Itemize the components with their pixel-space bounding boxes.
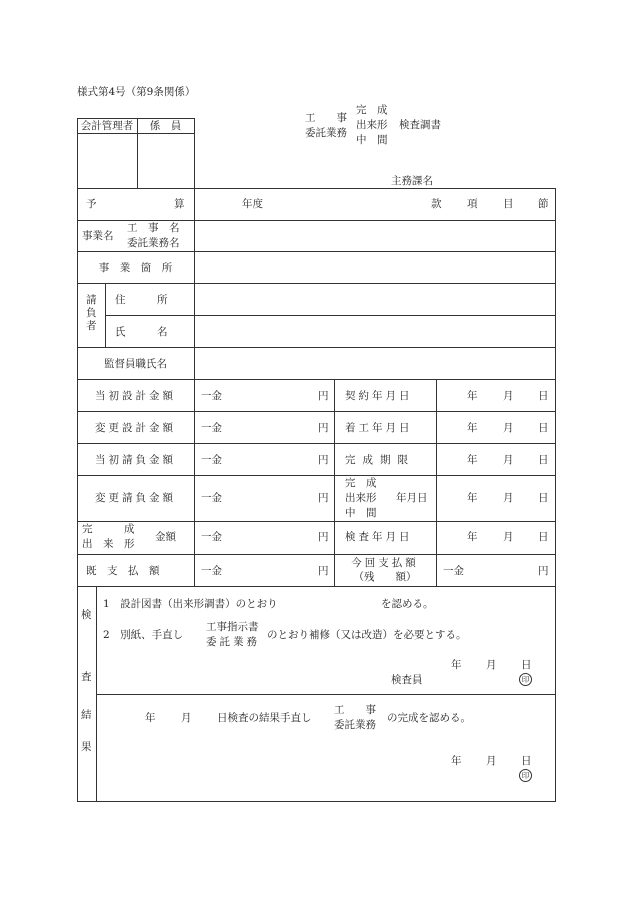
form-number: 様式第4号（第9条関係）	[77, 86, 196, 98]
project-consignment-name: 委託業務名	[127, 237, 180, 249]
initial-contract-amount-label: 当初請負金額	[95, 454, 176, 466]
changed-design-amount-unit: 円	[318, 422, 329, 434]
stage-date-month: 月	[503, 492, 514, 504]
contract-date-day: 日	[538, 390, 549, 402]
result-date-year: 年	[451, 659, 462, 671]
initial-contract-amount-prefix: 一金	[201, 454, 222, 466]
result-item-2-directive: 工事指示書	[206, 621, 259, 633]
completed-amount-label-c: 金額	[155, 531, 176, 543]
budget-year: 年度	[242, 198, 263, 210]
result-label-2: 査	[81, 671, 92, 683]
result-date-day: 日	[521, 659, 532, 671]
title-stage-complete: 完 成	[356, 104, 388, 116]
start-date-day: 日	[538, 422, 549, 434]
initial-design-amount-label: 当初設計金額	[95, 390, 176, 402]
budget-label-2: 算	[174, 198, 185, 210]
lower-date-year: 年	[451, 755, 462, 767]
result-item-2-consignment: 委託業務	[206, 636, 260, 648]
project-construction-name: 工 事 名	[127, 222, 180, 234]
initial-contract-amount-unit: 円	[318, 454, 329, 466]
budget-head-setsu: 節	[538, 198, 549, 210]
stage-date-year: 年	[467, 492, 478, 504]
approval-staff-label: 係 員	[149, 120, 182, 132]
paid-amount-unit: 円	[318, 565, 329, 577]
result-item-2-text: のとおり補修（又は改造）を必要とする。	[267, 629, 467, 641]
seal-mark-2: 印	[519, 769, 532, 782]
budget-head-moku: 目	[503, 198, 514, 210]
completed-amount-label-b: 出 来 形	[82, 538, 135, 550]
stage-interim-label: 中 間	[345, 507, 377, 519]
start-date-label: 着工年月日	[345, 422, 413, 434]
current-payment-unit: 円	[538, 565, 549, 577]
result-item-1: 1 設計図書（出来形調書）のとおり	[103, 598, 278, 610]
changed-design-amount-prefix: 一金	[201, 422, 222, 434]
inspection-date-year: 年	[467, 531, 478, 543]
stage-date-suffix: 年月日	[396, 492, 428, 504]
seal-mark: 印	[519, 673, 532, 686]
completed-amount-unit: 円	[318, 531, 329, 543]
completed-amount-prefix: 一金	[201, 531, 222, 543]
deadline-label: 完成期限	[345, 454, 415, 466]
stage-partial-label: 出来形	[345, 492, 377, 504]
result-label-1: 検	[81, 609, 92, 621]
start-date-month: 月	[503, 422, 514, 434]
contractor-address-label: 住 所	[115, 294, 168, 306]
budget-label-1: 予	[86, 198, 97, 210]
lower-end: の完成を認める。	[387, 712, 471, 724]
paid-amount-prefix: 一金	[201, 565, 222, 577]
result-label-3: 結	[81, 709, 92, 721]
paid-amount-label: 既 支 払 額	[86, 565, 160, 577]
title-suffix: 検査調書	[399, 119, 441, 131]
lower-month: 月	[181, 712, 192, 724]
lower-text: 日検査の結果手直し	[217, 712, 312, 724]
inspection-date-month: 月	[503, 531, 514, 543]
remaining-label: （残 額）	[353, 571, 417, 583]
lower-consignment: 委託業務	[334, 719, 376, 731]
dept-label: 主務課名	[391, 175, 433, 187]
lower-date-day: 日	[521, 755, 532, 767]
stage-date-day: 日	[538, 492, 549, 504]
initial-design-amount-prefix: 一金	[201, 390, 222, 402]
inspection-date-day: 日	[538, 531, 549, 543]
contractor-group-label: 請負者	[86, 294, 97, 332]
title-stage-partial: 出来形	[356, 119, 388, 131]
budget-head-kou: 項	[467, 198, 478, 210]
current-payment-prefix: 一金	[443, 565, 464, 577]
current-payment-label: 今回支払額	[351, 557, 419, 569]
budget-head-kan: 款	[431, 198, 442, 210]
site-label: 事 業 箇 所	[98, 262, 173, 274]
contractor-name-label: 氏 名	[115, 326, 168, 338]
changed-contract-amount-unit: 円	[318, 492, 329, 504]
contract-date-month: 月	[503, 390, 514, 402]
result-item-1-end: を認める。	[381, 598, 434, 610]
supervisor-label: 監督員職氏名	[104, 358, 167, 370]
changed-contract-amount-prefix: 一金	[201, 492, 222, 504]
title-kind-construction: 工 事	[305, 112, 347, 124]
start-date-year: 年	[467, 422, 478, 434]
contract-date-label: 契約年月日	[345, 390, 413, 402]
project-prefix: 事業名	[82, 230, 114, 242]
lower-year: 年	[145, 712, 156, 724]
initial-design-amount-unit: 円	[318, 390, 329, 402]
changed-contract-amount-label: 変更請負金額	[95, 492, 176, 504]
lower-date-month: 月	[486, 755, 497, 767]
stage-complete-label: 完 成	[345, 477, 377, 489]
deadline-year: 年	[467, 454, 478, 466]
inspector-label: 検査員	[391, 674, 423, 686]
contract-date-year: 年	[467, 390, 478, 402]
deadline-month: 月	[503, 454, 514, 466]
result-date-month: 月	[486, 659, 497, 671]
lower-construction: 工 事	[334, 704, 376, 716]
deadline-day: 日	[538, 454, 549, 466]
approval-accountant-label: 会計管理者	[80, 120, 134, 132]
completed-amount-label-a: 完 成	[82, 523, 135, 535]
inspection-date-label: 検査年月日	[345, 531, 413, 543]
title-stage-interim: 中 間	[356, 134, 388, 146]
result-label-4: 果	[81, 741, 92, 753]
result-item-2-prefix: 2 別紙、手直し	[103, 629, 184, 641]
changed-design-amount-label: 変更設計金額	[95, 422, 176, 434]
title-kind-consignment: 委託業務	[305, 127, 347, 139]
